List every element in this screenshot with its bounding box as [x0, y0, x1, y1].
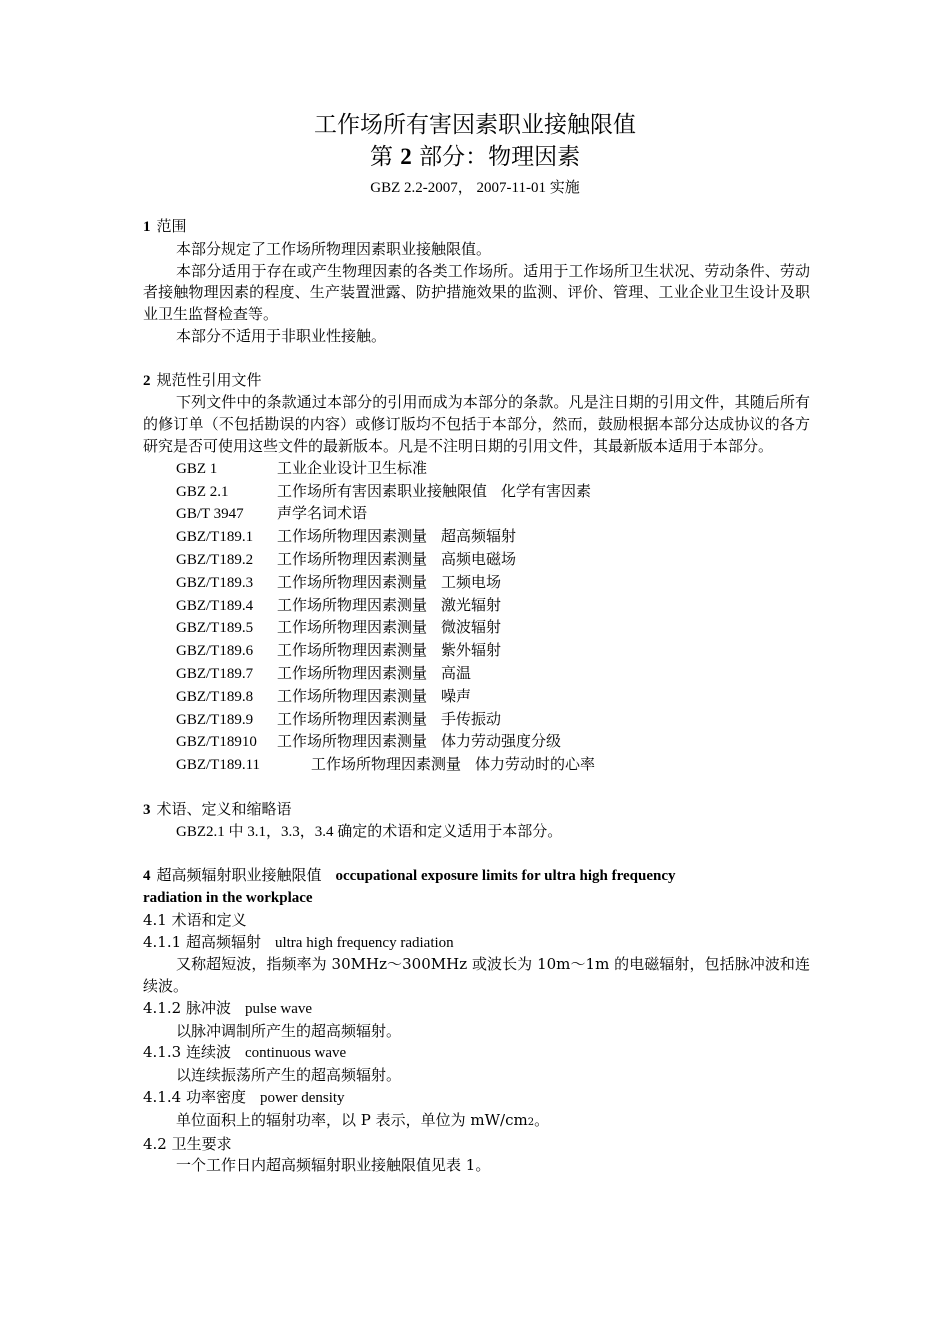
- standard-number: GBZ 2.2-2007， 2007-11-01 实施: [370, 180, 580, 196]
- reference-item: [143, 731, 810, 754]
- reference-title: 工作场所物理因素测量: [311, 755, 462, 774]
- reference-item: [143, 686, 810, 709]
- reference-code: GBZ/T189.9: [176, 711, 254, 728]
- subsection-4-2-heading: 4.2 卫生要求: [143, 1134, 232, 1153]
- reference-code: GBZ/T189.4: [176, 597, 254, 614]
- reference-title: 工作场所物理因素测量: [277, 618, 428, 637]
- term-number: 4.1.1: [143, 932, 182, 951]
- paragraph: 一个工作日内超高频辐射职业接触限值见表 1。: [176, 1156, 491, 1175]
- term-number: 4.1.4: [143, 1088, 182, 1107]
- reference-title: 工作场所物理因素测量: [277, 595, 428, 614]
- reference-topic: 手传振动: [441, 709, 502, 728]
- reference-topic: 高频电磁场: [441, 549, 517, 568]
- reference-topic: 工频电场: [441, 572, 502, 591]
- section-title: 范围: [156, 217, 187, 235]
- reference-code: GBZ/T189.3: [176, 574, 254, 591]
- reference-item: [143, 709, 810, 732]
- term-cn: 功率密度: [185, 1088, 246, 1107]
- definition-end: 。: [534, 1110, 550, 1129]
- term-cn: 超高频辐射: [185, 932, 261, 951]
- document-part-title: [0, 142, 950, 172]
- reference-code: GB/T 3947: [176, 506, 244, 523]
- term-en: ultra high frequency radiation: [274, 934, 454, 951]
- document-body: [143, 216, 810, 1177]
- reference-topic: 体力劳动强度分级: [441, 732, 562, 751]
- section-title-english-cont: radiation in the workplace: [143, 889, 313, 906]
- definition-text: 单位面积上的辐射功率，以 P 表示，单位为 mW/cm: [176, 1110, 528, 1129]
- reference-title: 工作场所物理因素测量: [277, 527, 428, 546]
- reference-topic: 超高频辐射: [441, 527, 517, 546]
- section-number: 3: [143, 801, 151, 818]
- section-title-english: occupational exposure limits for ultra high frequency: [335, 868, 676, 885]
- reference-item: [143, 595, 810, 618]
- reference-title: 工作场所物理因素测量: [277, 549, 428, 568]
- reference-code: GBZ/T18910: [176, 734, 257, 751]
- reference-title: 工作场所有害因素职业接触限值: [277, 481, 488, 500]
- reference-code: GBZ 1: [176, 460, 218, 477]
- reference-topic: 微波辐射: [441, 618, 502, 637]
- term-cn: 连续波: [185, 1043, 231, 1062]
- reference-item: [143, 617, 810, 640]
- section-4-heading: [143, 865, 810, 888]
- reference-title: 工作场所物理因素测量: [277, 572, 428, 591]
- section-number: 4: [143, 868, 151, 885]
- unit-exponent: 2: [527, 1116, 535, 1128]
- reference-topic: 激光辐射: [441, 595, 502, 614]
- document-title: 工作场所有害因素职业接触限值: [314, 112, 636, 138]
- reference-item: [143, 458, 810, 481]
- term-en: pulse wave: [244, 1000, 313, 1017]
- reference-item: [143, 526, 810, 549]
- term-number: 4.1.2: [143, 998, 182, 1017]
- reference-title: 工业企业设计卫生标准: [277, 458, 428, 477]
- reference-item: [143, 572, 810, 595]
- reference-code: GBZ/T189.6: [176, 643, 254, 660]
- term-en: power density: [259, 1090, 345, 1107]
- reference-item: [143, 663, 810, 686]
- reference-topic: 噪声: [441, 686, 472, 705]
- reference-topic: 化学有害因素: [501, 481, 592, 500]
- reference-title: 工作场所物理因素测量: [277, 709, 428, 728]
- term-definition: 以连续振荡所产生的超高频辐射。: [176, 1066, 402, 1085]
- reference-topic: 紫外辐射: [441, 641, 502, 660]
- section-title: 超高频辐射职业接触限值: [156, 866, 322, 885]
- paragraph: 下列文件中的条款通过本部分的引用而成为本部分的条款。凡是注日期的引用文件，其随后所有的修订单（不包括勘误的内容）或修订版均不包括于本部分，然而，鼓励根据本部分达成协议的各方研究是否可使用这些文件的最新版本。凡是不注明日期的引用文件，其最新版本适用于本部分。: [143, 393, 810, 455]
- section-number: 1: [143, 219, 151, 235]
- reference-code: GBZ/T189.7: [176, 665, 254, 682]
- section-title: 规范性引用文件: [156, 370, 262, 389]
- reference-list: [143, 458, 810, 777]
- reference-item: [143, 503, 810, 526]
- reference-topic: 高温: [441, 663, 472, 682]
- reference-code: GBZ/T189.1: [176, 529, 254, 546]
- part-number: 2: [400, 144, 412, 169]
- paragraph: 本部分不适用于非职业性接触。: [176, 326, 387, 345]
- reference-code: GBZ 2.1: [176, 483, 229, 500]
- section-title: 术语、定义和缩略语: [156, 799, 292, 818]
- reference-title: 工作场所物理因素测量: [277, 663, 428, 682]
- term-definition: 以脉冲调制所产生的超高频辐射。: [176, 1021, 402, 1040]
- term-4-1-2-heading: [143, 998, 810, 1021]
- reference-code: GBZ/T189.8: [176, 688, 254, 705]
- term-4-1-4-heading: [143, 1087, 810, 1110]
- reference-title: 工作场所物理因素测量: [277, 732, 428, 751]
- paragraph: 本部分规定了工作场所物理因素职业接触限值。: [176, 239, 492, 258]
- reference-code: GBZ/T189.11: [176, 757, 261, 774]
- reference-item: [143, 549, 810, 572]
- section-3-heading: [143, 799, 810, 822]
- paragraph: GBZ2.1 中 3.1，3.3，3.4 确定的术语和定义适用于本部分。: [176, 823, 563, 840]
- term-4-1-3-heading: [143, 1042, 810, 1065]
- section-2-heading: [143, 370, 810, 393]
- reference-title: 工作场所物理因素测量: [277, 641, 428, 660]
- reference-title: 工作场所物理因素测量: [277, 686, 428, 705]
- section-1-heading: [143, 216, 810, 239]
- paragraph: 本部分适用于存在或产生物理因素的各类工作场所。适用于工作场所卫生状况、劳动条件、劳动者接触物理因素的程度、生产装置泄露、防护措施效果的监测、评价、管理、工业企业卫生设计及职业卫生监督检查等。: [143, 261, 810, 324]
- term-cn: 脉冲波: [185, 998, 231, 1017]
- term-4-1-1-heading: [143, 932, 810, 955]
- reference-code: GBZ/T189.2: [176, 551, 254, 568]
- part-prefix: 第: [369, 144, 393, 170]
- reference-item: [143, 640, 810, 663]
- term-definition: 又称超短波，指频率为 30MHz～300MHz 或波长为 10m～1m 的电磁辐射，包括脉冲波和连续波。: [143, 955, 810, 996]
- section-number: 2: [143, 372, 151, 389]
- term-en: continuous wave: [244, 1045, 347, 1062]
- subsection-4-1-heading: 4.1 术语和定义: [143, 910, 247, 929]
- part-name: 部分：物理因素: [419, 144, 581, 170]
- reference-item: [143, 754, 810, 777]
- reference-code: GBZ/T189.5: [176, 620, 254, 637]
- term-number: 4.1.3: [143, 1043, 182, 1062]
- reference-title: 声学名词术语: [277, 504, 368, 523]
- reference-item: [143, 481, 810, 504]
- reference-topic: 体力劳动时的心率: [475, 755, 596, 774]
- term-definition: [143, 1110, 810, 1134]
